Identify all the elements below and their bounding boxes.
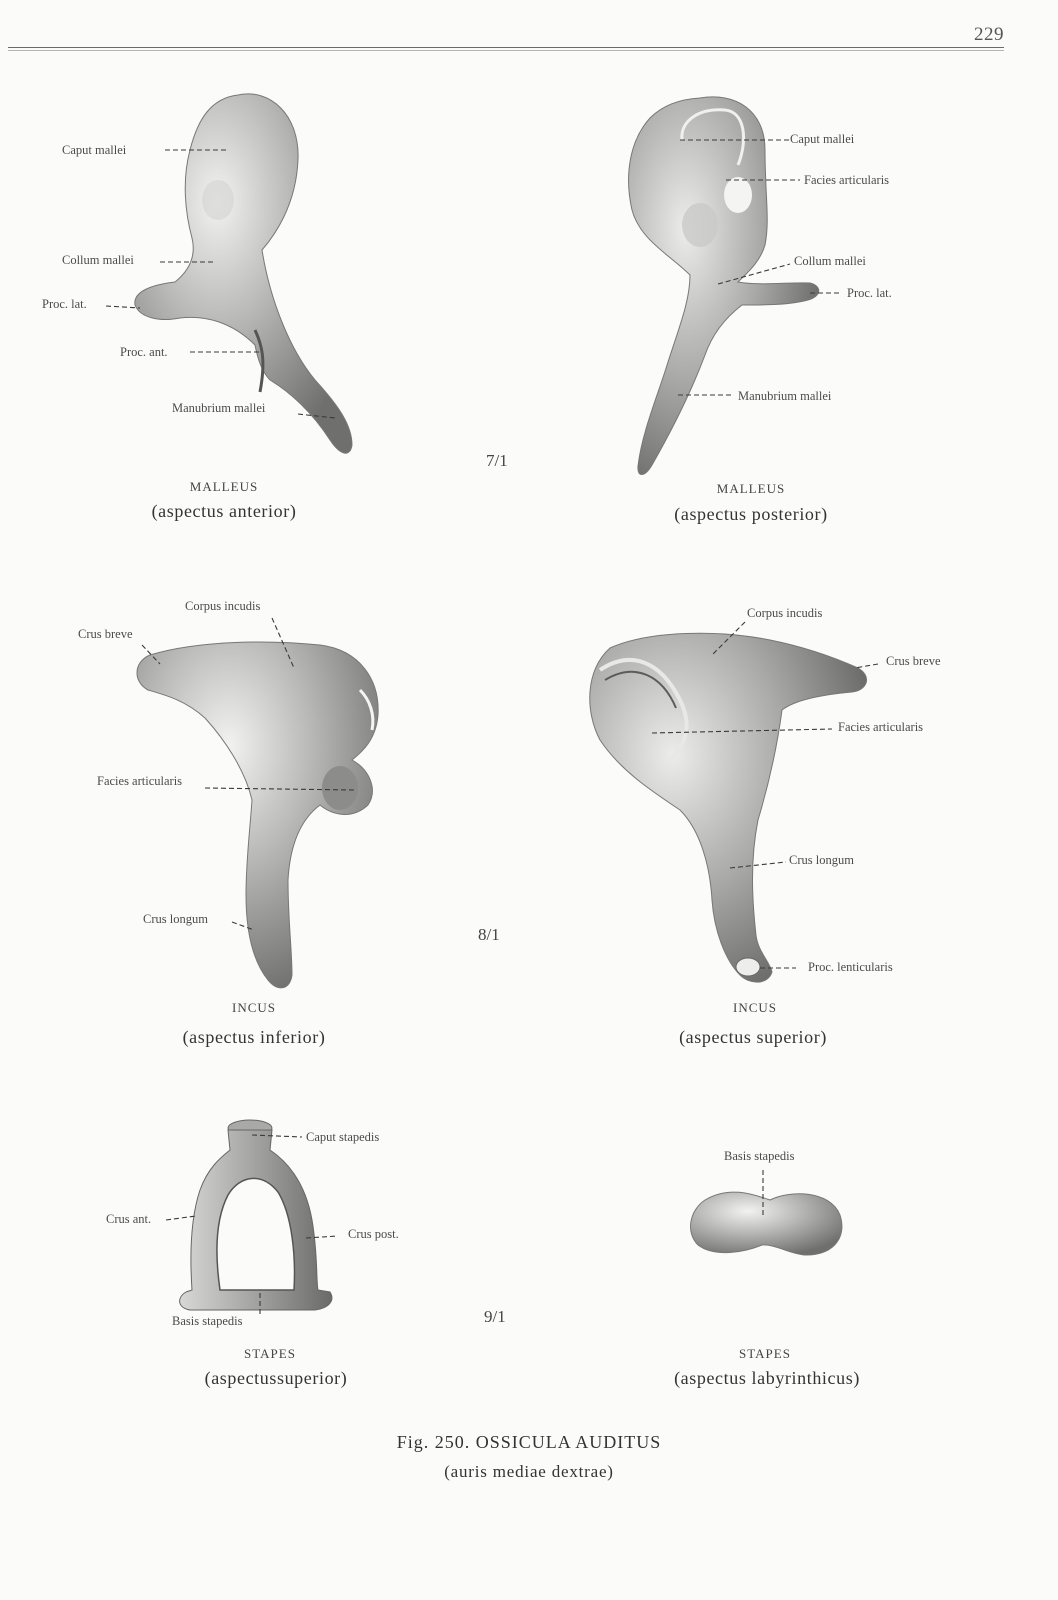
label-proc-lat-posterior: Proc. lat.: [847, 286, 892, 300]
label-corpus-incudis-superior: Corpus incudis: [747, 606, 823, 620]
label-caput-mallei-anterior: Caput mallei: [62, 143, 127, 157]
figure-title: Fig. 250. OSSICULA AUDITUS: [396, 1432, 662, 1452]
stapes-labyrinthicus-drawing: [691, 1192, 842, 1255]
caption-malleus-anterior-view: (aspectus anterior): [151, 501, 297, 521]
figure-subtitle: (auris mediae dextrae): [444, 1462, 614, 1481]
label-proc-lat-anterior: Proc. lat.: [42, 297, 87, 311]
label-caput-stapedis: Caput stapedis: [306, 1130, 380, 1144]
caption-stapes-labyrinthicus-name: STAPES: [739, 1346, 791, 1361]
caption-malleus-posterior-view: (aspectus posterior): [674, 504, 828, 524]
scale-stapes: 9/1: [484, 1307, 506, 1326]
malleus-posterior-drawing: [629, 97, 819, 475]
label-caput-mallei-posterior: Caput mallei: [790, 132, 855, 146]
caption-incus-inferior-name: INCUS: [231, 1000, 276, 1015]
caption-stapes-superior-name: STAPES: [244, 1346, 296, 1361]
label-basis-stapedis-superior: Basis stapedis: [172, 1314, 243, 1328]
label-basis-stapedis-labyrinthicus: Basis stapedis: [724, 1149, 795, 1163]
label-corpus-incudis-inferior: Corpus incudis: [185, 599, 261, 613]
page-number: 229: [974, 24, 1004, 45]
label-facies-articularis-superior: Facies articularis: [838, 720, 924, 734]
malleus-anterior-drawing: [135, 94, 352, 453]
label-collum-mallei-anterior: Collum mallei: [62, 253, 134, 267]
caption-incus-superior-view: (aspectus superior): [679, 1027, 827, 1047]
incus-superior-drawing: [590, 633, 867, 982]
caption-stapes-labyrinthicus-view: (aspectus labyrinthicus): [674, 1368, 860, 1388]
incus-inferior-drawing: [137, 642, 378, 988]
caption-incus-inferior-view: (aspectus inferior): [182, 1027, 326, 1047]
scale-malleus: 7/1: [486, 451, 508, 470]
caption-malleus-posterior-name: MALLEUS: [716, 481, 786, 496]
label-crus-ant: Crus ant.: [106, 1212, 152, 1226]
caption-incus-superior-name: INCUS: [732, 1000, 777, 1015]
label-proc-ant-anterior: Proc. ant.: [120, 345, 168, 359]
label-crus-longum-inferior: Crus longum: [143, 912, 208, 926]
stapes-superior-drawing: [180, 1120, 332, 1310]
label-manubrium-anterior: Manubrium mallei: [172, 401, 266, 415]
label-collum-mallei-posterior: Collum mallei: [794, 254, 866, 268]
caption-malleus-anterior-name: MALLEUS: [189, 479, 259, 494]
label-facies-articularis-malleus: Facies articularis: [804, 173, 890, 187]
label-crus-breve-inferior: Crus breve: [78, 627, 133, 641]
label-crus-post: Crus post.: [348, 1227, 399, 1241]
label-manubrium-posterior: Manubrium mallei: [738, 389, 832, 403]
label-crus-breve-superior: Crus breve: [886, 654, 941, 668]
label-facies-articularis-inferior: Facies articularis: [97, 774, 183, 788]
scale-incus: 8/1: [478, 925, 500, 944]
label-crus-longum-superior: Crus longum: [789, 853, 854, 867]
label-proc-lenticularis: Proc. lenticularis: [808, 960, 893, 974]
caption-stapes-superior-view: (aspectussuperior): [204, 1368, 348, 1388]
